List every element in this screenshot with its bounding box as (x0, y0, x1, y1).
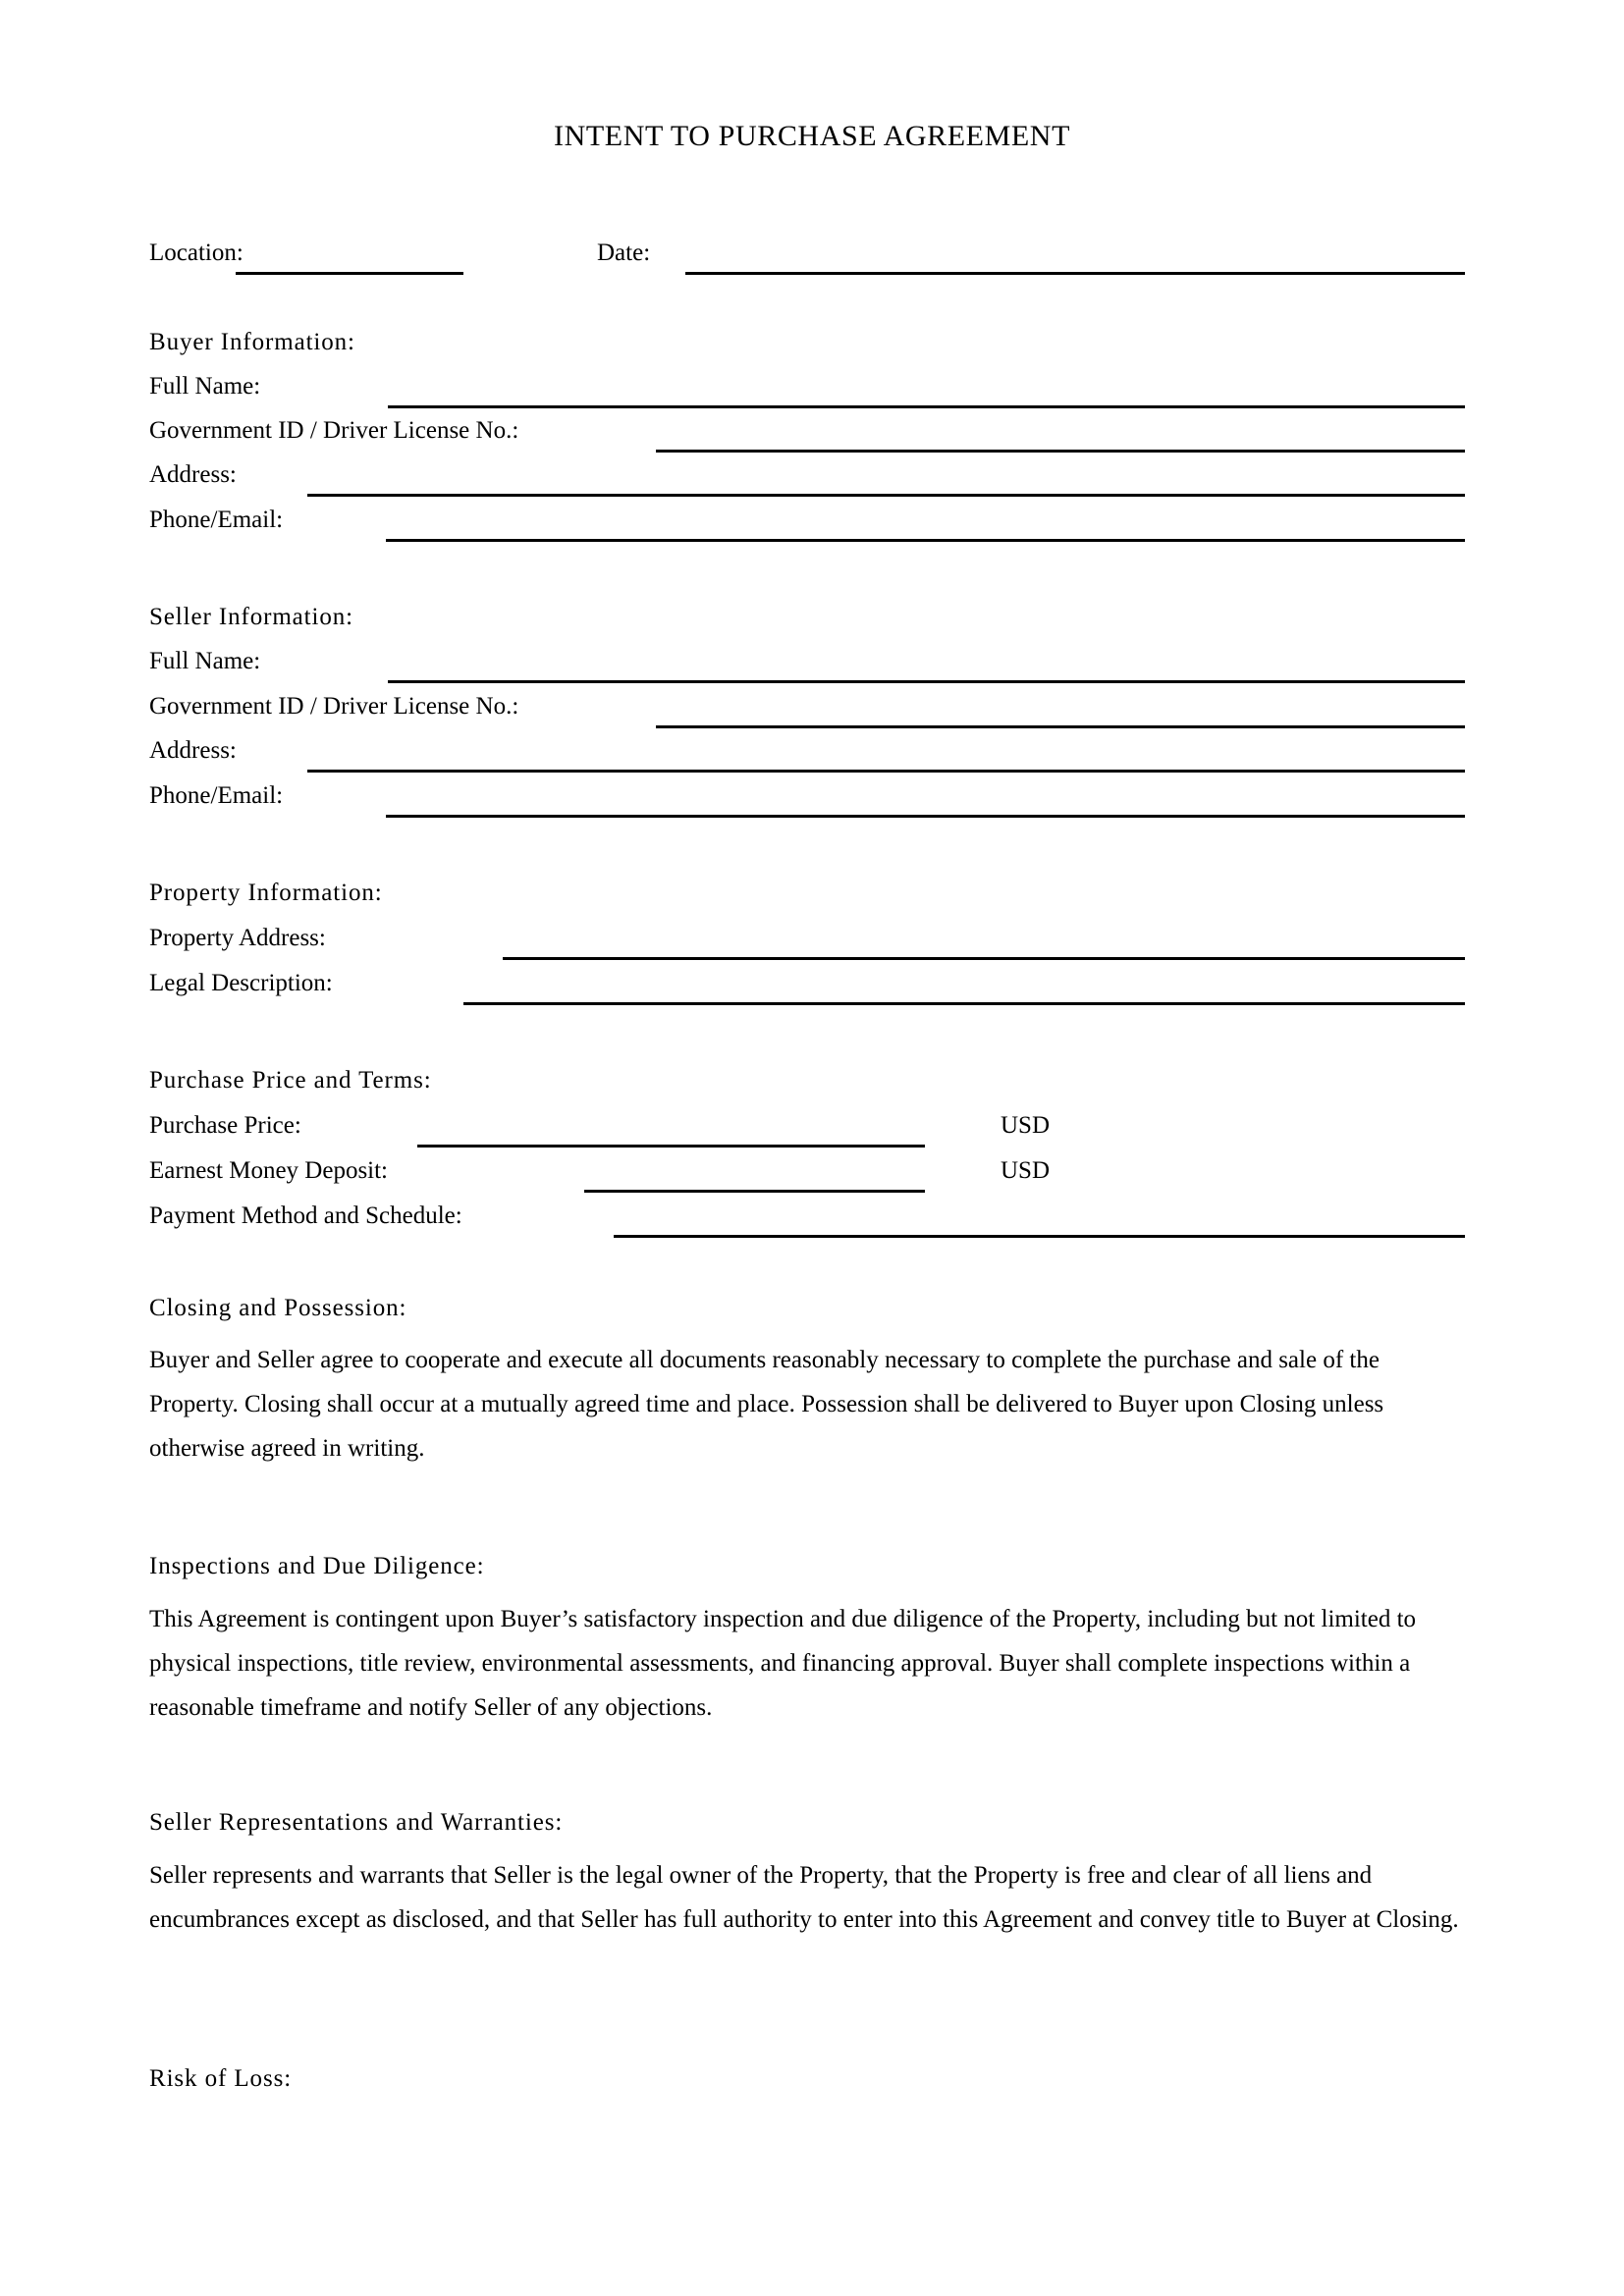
earnest-money-deposit-input-line[interactable] (584, 1190, 925, 1193)
purchase-price-currency: USD (1001, 1112, 1051, 1139)
buyer-phone-email-label: Phone/Email: (149, 507, 284, 533)
buyer-address-input-line[interactable] (307, 494, 1465, 497)
purchase-price-label: Purchase Price: (149, 1112, 301, 1139)
property-information-heading: Property Information: (149, 880, 383, 906)
seller-phone-email-input-line[interactable] (386, 815, 1465, 818)
seller-government-id-label: Government ID / Driver License No.: (149, 693, 519, 720)
seller-information-heading: Seller Information: (149, 604, 354, 630)
buyer-full-name-label: Full Name: (149, 373, 261, 400)
purchase-price-input-line[interactable] (417, 1145, 925, 1148)
date-input-line[interactable] (685, 272, 1465, 275)
risk-of-loss-heading: Risk of Loss: (149, 2065, 293, 2092)
location-input-line[interactable] (236, 272, 463, 275)
seller-representations-body: Seller represents and warrants that Seller is the legal owner of the Property, that the Property is free and clear of all liens and encumbrances except as disclosed, and that Seller has full authority to enter into this Agreement and convey title to Buyer at Closing. (149, 1862, 1459, 1933)
earnest-money-deposit-currency: USD (1001, 1157, 1051, 1184)
inspections-due-diligence-heading: Inspections and Due Diligence: (149, 1553, 485, 1579)
property-address-input-line[interactable] (503, 957, 1465, 960)
property-address-label: Property Address: (149, 925, 326, 951)
closing-possession-body: Buyer and Seller agree to cooperate and execute all documents reasonably necessary to complete the purchase and sale of the Property. Closing shall occur at a mutually agreed time and place. Possession shall be delivered to Buyer upon Closing unless otherwise agreed in writing. (149, 1347, 1384, 1462)
seller-representations-heading: Seller Representations and Warranties: (149, 1809, 564, 1836)
seller-phone-email-label: Phone/Email: (149, 782, 284, 809)
buyer-government-id-input-line[interactable] (656, 450, 1465, 453)
buyer-phone-email-input-line[interactable] (386, 539, 1465, 542)
closing-possession-heading: Closing and Possession: (149, 1295, 407, 1321)
page-title: INTENT TO PURCHASE AGREEMENT (554, 120, 1070, 152)
seller-address-label: Address: (149, 737, 237, 764)
buyer-information-heading: Buyer Information: (149, 329, 355, 355)
payment-method-schedule-label: Payment Method and Schedule: (149, 1202, 462, 1229)
payment-method-schedule-input-line[interactable] (614, 1235, 1465, 1238)
location-label: Location: (149, 240, 244, 266)
purchase-price-terms-heading: Purchase Price and Terms: (149, 1067, 432, 1094)
seller-full-name-label: Full Name: (149, 648, 261, 674)
date-label: Date: (597, 240, 651, 266)
seller-full-name-input-line[interactable] (388, 680, 1465, 683)
seller-government-id-input-line[interactable] (656, 725, 1465, 728)
buyer-government-id-label: Government ID / Driver License No.: (149, 417, 519, 444)
legal-description-input-line[interactable] (463, 1002, 1465, 1005)
seller-address-input-line[interactable] (307, 770, 1465, 773)
earnest-money-deposit-label: Earnest Money Deposit: (149, 1157, 389, 1184)
buyer-full-name-input-line[interactable] (388, 405, 1465, 408)
legal-description-label: Legal Description: (149, 970, 333, 996)
buyer-address-label: Address: (149, 461, 237, 488)
inspections-due-diligence-body: This Agreement is contingent upon Buyer’s satisfactory inspection and due diligence of the Property, including but not limited to physical inspections, title review, environmental assessments, and financing approval. Buyer shall complete inspections within a reasonable timeframe and notify Seller of any objections. (149, 1606, 1417, 1721)
